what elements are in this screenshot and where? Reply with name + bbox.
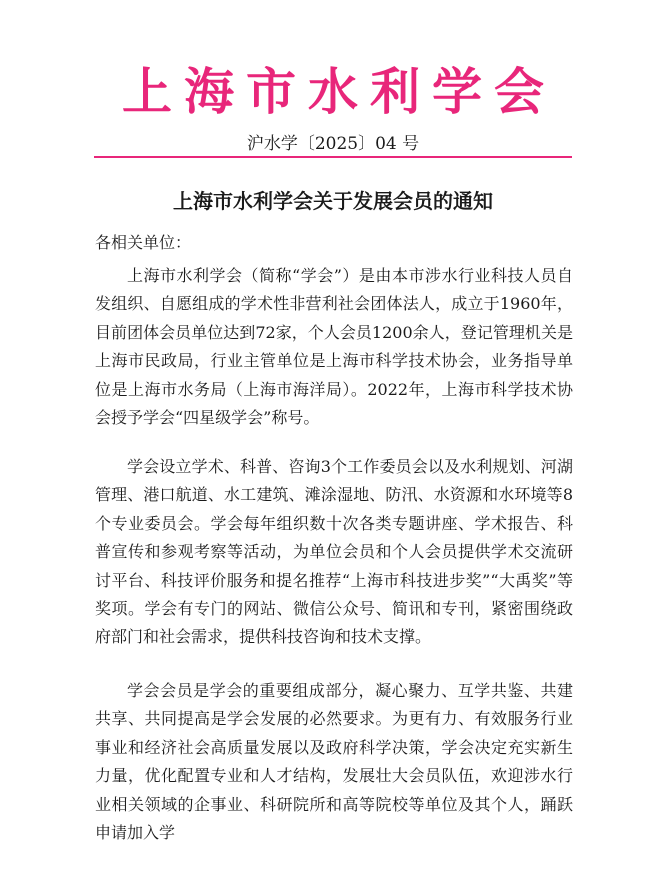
body-paragraph: 学会设立学术、科普、咨询3个工作委员会以及水利规划、河湖管理、港口航道、水工建筑、滩涂湿地、防汛、水资源和水环境等8个专业委员会。学会每年组织数十次各类专题讲座、学术报告、科普宣传和参观考察等活动，为单位会员和个人会员提供学术交流研讨平台、科技评价服务和提名推荐“上海市科技进步奖”“大禹奖”等奖项。学会有专门的网站、微信公众号、简讯和专刊，紧密围绕政府部门和社会需求，提供科技咨询和技术支撑。 [95,457,573,647]
document-title: 上海市水利学会关于发展会员的通知 [173,189,493,213]
body-paragraph: 上海市水利学会（简称“学会”）是由本市涉水行业科技人员自发组织、自愿组成的学术性非营利社会团体法人，成立于1960年，目前团体会员单位达到72家，个人会员1200余人，登记管理机关是上海市民政局，行业主管单位是上海市科学技术协会，业务指导单位是上海市水务局（上海市海洋局）。2022年，上海市科学技术协会授予学会“四星级学会”称号。 [95,266,573,428]
organization-header: 上海市水利学会 [122,63,556,121]
salutation: 各相关单位： [95,233,192,252]
header-divider [94,156,572,158]
body-paragraph: 学会会员是学会的重要组成部分，凝心聚力、互学共鉴、共建共享、共同提高是学会发展的必然要求。为更有力、有效服务行业事业和经济社会高质量发展以及政府科学决策，学会决定充实新生力量，优化配置专业和人才结构，发展壮大会员队伍，欢迎涉水行业相关领域的企事业、科研院所和高等院校等单位及其个人，踊跃申请加入学 [95,681,573,843]
document-number: 沪水学〔2025〕04 号 [246,134,420,154]
